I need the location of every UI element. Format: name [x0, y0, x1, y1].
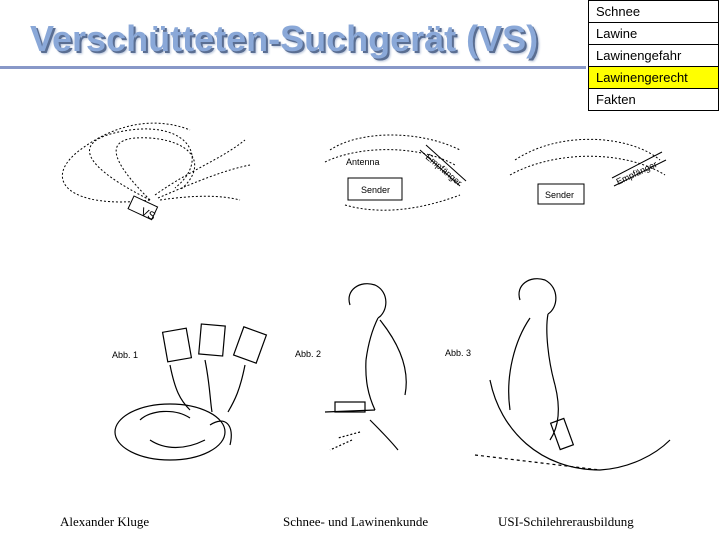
empfaenger-label-1: Empfänger [423, 151, 464, 188]
slide-title: Verschütteten-Suchgerät (VS) [30, 18, 539, 59]
abb2-figure [325, 284, 406, 450]
sender-label-2: Sender [545, 190, 575, 200]
nav-menu [588, 0, 719, 111]
field-lines-diagram [62, 123, 250, 202]
nav-item-fakten[interactable]: Fakten [588, 89, 719, 111]
nav-item-lawinengefahr[interactable]: Lawinengefahr [588, 45, 719, 67]
abb3-figure [475, 279, 670, 470]
abb1-figure [115, 324, 266, 460]
footer-program: USI-Schilehrerausbildung [498, 514, 634, 529]
footer-course: Schnee- und Lawinenkunde [283, 514, 429, 529]
nav-item-lawine[interactable]: Lawine [588, 23, 719, 45]
nav-item-lawinengerecht[interactable]: Lawinengerecht [588, 67, 719, 89]
sender-label-1: Sender [361, 185, 391, 195]
abb3-label: Abb. 3 [445, 348, 472, 358]
avalanche-beacon-illustration [0, 100, 720, 510]
empfaenger-label-2: Empfänger [614, 159, 659, 187]
vs-label: VS [138, 205, 158, 223]
footer-author: Alexander Kluge [60, 514, 150, 529]
title-divider [0, 66, 586, 69]
abb1-label: Abb. 1 [112, 350, 139, 360]
abb2-label: Abb. 2 [295, 349, 322, 359]
nav-item-schnee[interactable]: Schnee [588, 0, 719, 23]
antenna-label: Antenna [346, 157, 380, 167]
